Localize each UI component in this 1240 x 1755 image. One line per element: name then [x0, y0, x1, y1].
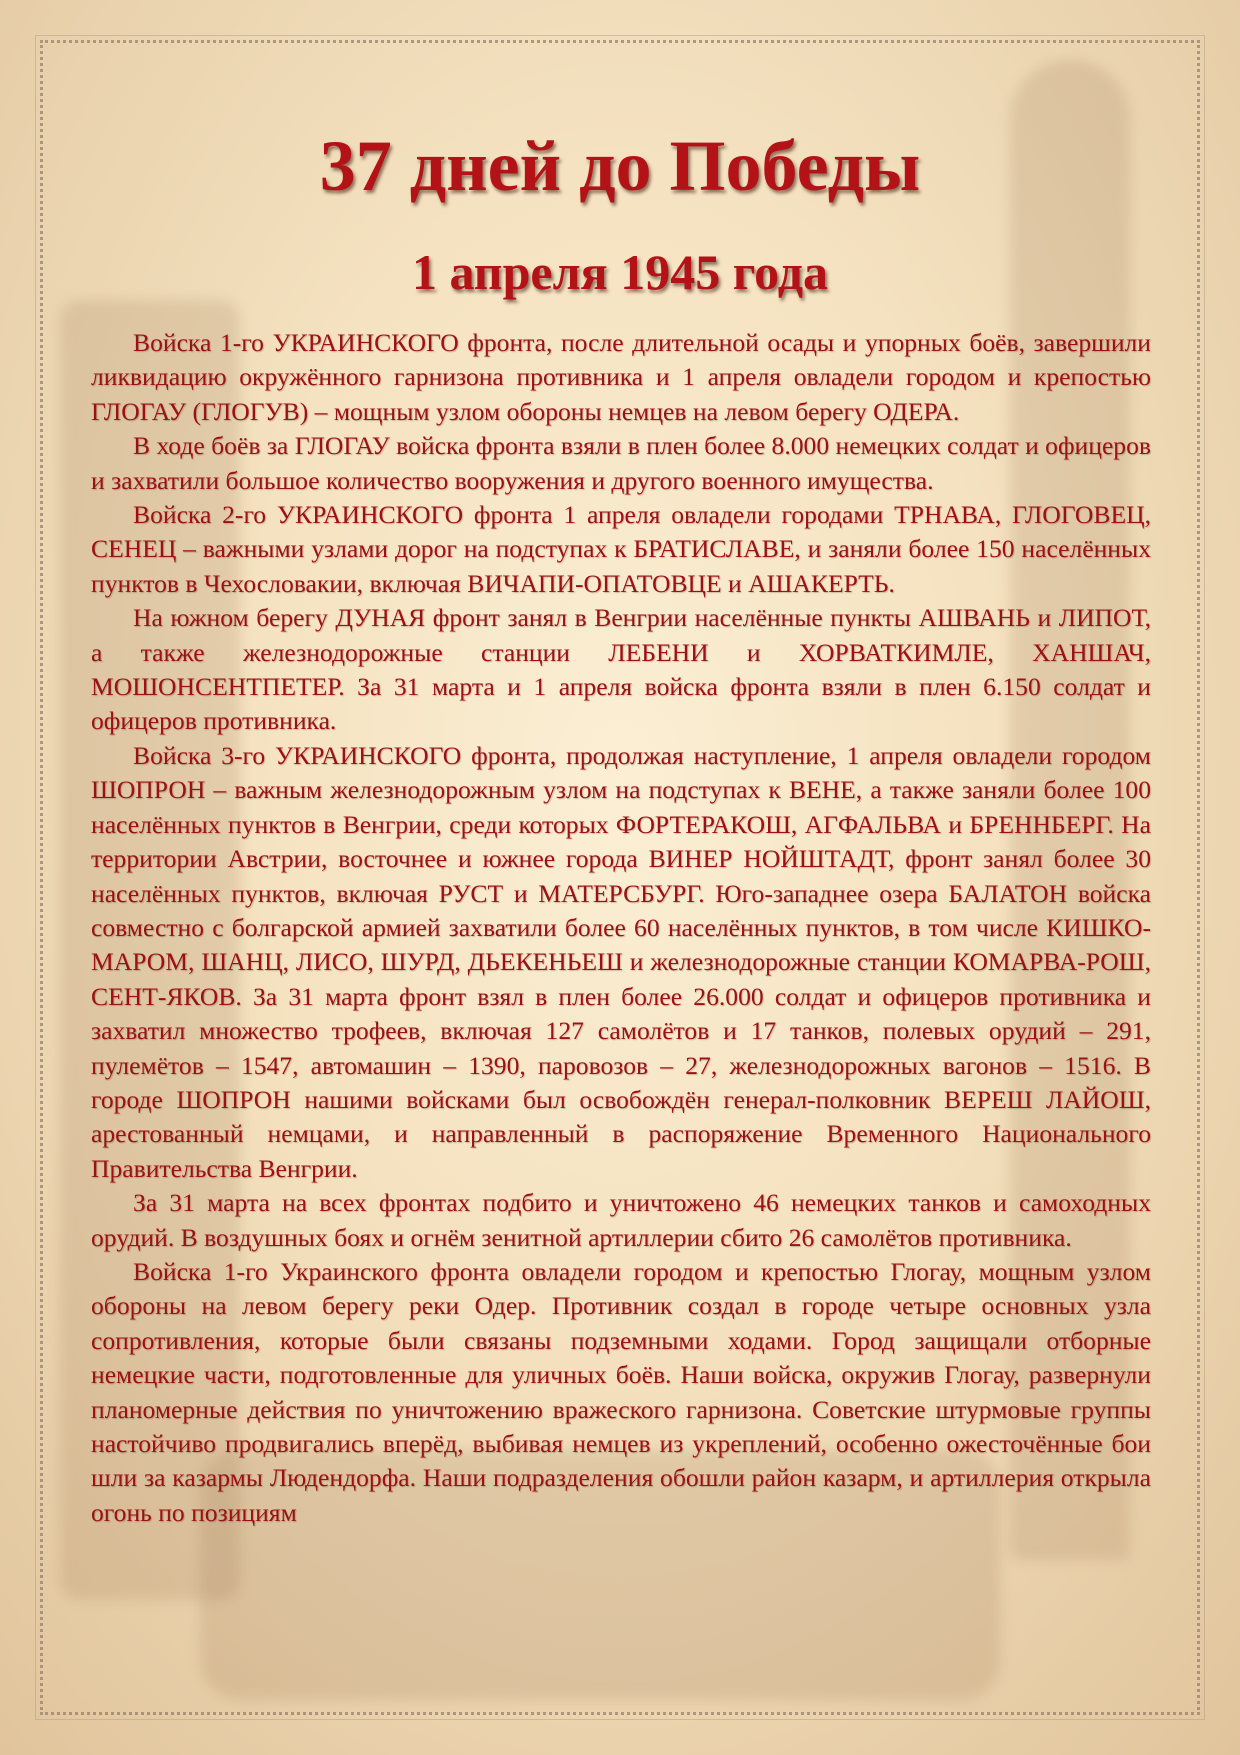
paragraph: За 31 марта на всех фронтах подбито и уничтожено 46 немецких танков и самоходных орудий. В воздушных боях и огнём зенитной артиллерии сбито 26 самолётов противника.: [91, 1188, 1151, 1252]
article-body: [91, 326, 1151, 1530]
paragraph: Войска 1-го УКРАИНСКОГО фронта, после длительной осады и упорных боёв, завершили ликвидацию окружённого гарнизона противника и 1 апреля овладели городом и крепостью ГЛОГАУ (ГЛОГУВ) – мощным узлом обороны немцев на левом берегу ОДЕРА.: [91, 328, 1151, 426]
paragraph: Войска 2-го УКРАИНСКОГО фронта 1 апреля овладели городами ТРНАВА, ГЛОГОВЕЦ, СЕНЕЦ – важными узлами дорог на подступах к БРАТИСЛАВЕ, и заняли более 150 населённых пунктов в Чехословакии, включая ВИЧАПИ-ОПАТОВЦЕ и АШАКЕРТЬ.: [91, 500, 1151, 598]
paragraph: В ходе боёв за ГЛОГАУ войска фронта взяли в плен более 8.000 немецких солдат и офицеров и захватили большое количество вооружения и другого военного имущества.: [91, 431, 1151, 495]
paragraph: Войска 1-го Украинского фронта овладели городом и крепостью Глогау, мощным узлом обороны на левом берегу реки Одер. Противник создал в городе четыре основных узла сопротивления, которые были связаны подземными ходами. Город защищали отборные немецкие части, подготовленные для уличных боёв. Наши войска, окружив Глогау, развернули планомерные действия по уничтожению вражеского гарнизона. Советские штурмовые группы настойчиво продвигались вперёд, выбивая немцев из укреплений, особенно ожесточённые бои шли за казармы Людендорфа. Наши подразделения обошли район казарм, и артиллерия открыла огонь по позициям: [91, 1256, 1151, 1527]
page-title: 37 дней до Победы: [319, 126, 921, 206]
paragraph: Войска 3-го УКРАИНСКОГО фронта, продолжая наступление, 1 апреля овладели городом ШОПРОН – важным железнодорожным узлом на подступах к ВЕНЕ, а также заняли более 100 населённых пунктов в Венгрии, среди которых ФОРТЕРАКОШ, АГФАЛЬВА и БРЕННБЕРГ. На территории Австрии, восточнее и южнее города ВИНЕР НОЙШТАДТ, фронт занял более 30 населённых пунктов, включая РУСТ и МАТЕРСБУРГ. Юго-западнее озера БАЛАТОН войска совместно с болгарской армией захватили более 60 населённых пунктов, в том числе КИШКО-МАРОМ, ШАНЦ, ЛИСО, ШУРД, ДЬЕКЕНЬЕШ и железнодорожные станции КОМАРВА-РОШ, СЕНТ-ЯКОВ. За 31 марта фронт взял в плен более 26.000 солдат и офицеров противника и захватил множество трофеев, включая 127 самолётов и 17 танков, полевых орудий – 291, пулемётов – 1547, автомашин – 1390, паровозов – 27, железнодорожных вагонов – 1516. В городе ШОПРОН нашими войсками был освобождён генерал-полковник ВЕРЕШ ЛАЙОШ, арестованный немцами, и направленный в распоряжение Временного Национального Правительства Венгрии.: [91, 740, 1151, 1183]
page-subtitle: 1 апреля 1945 года: [411, 244, 829, 300]
paragraph: На южном берегу ДУНАЯ фронт занял в Венгрии населённые пункты АШВАНЬ и ЛИПОТ, а также железнодорожные станции ЛЕБЕНИ и ХОРВАТКИМЛЕ, ХАНШАЧ, МОШОНСЕНТПЕТЕР. За 31 марта и 1 апреля войска фронта взяли в плен 6.150 солдат и офицеров противника.: [91, 603, 1151, 736]
